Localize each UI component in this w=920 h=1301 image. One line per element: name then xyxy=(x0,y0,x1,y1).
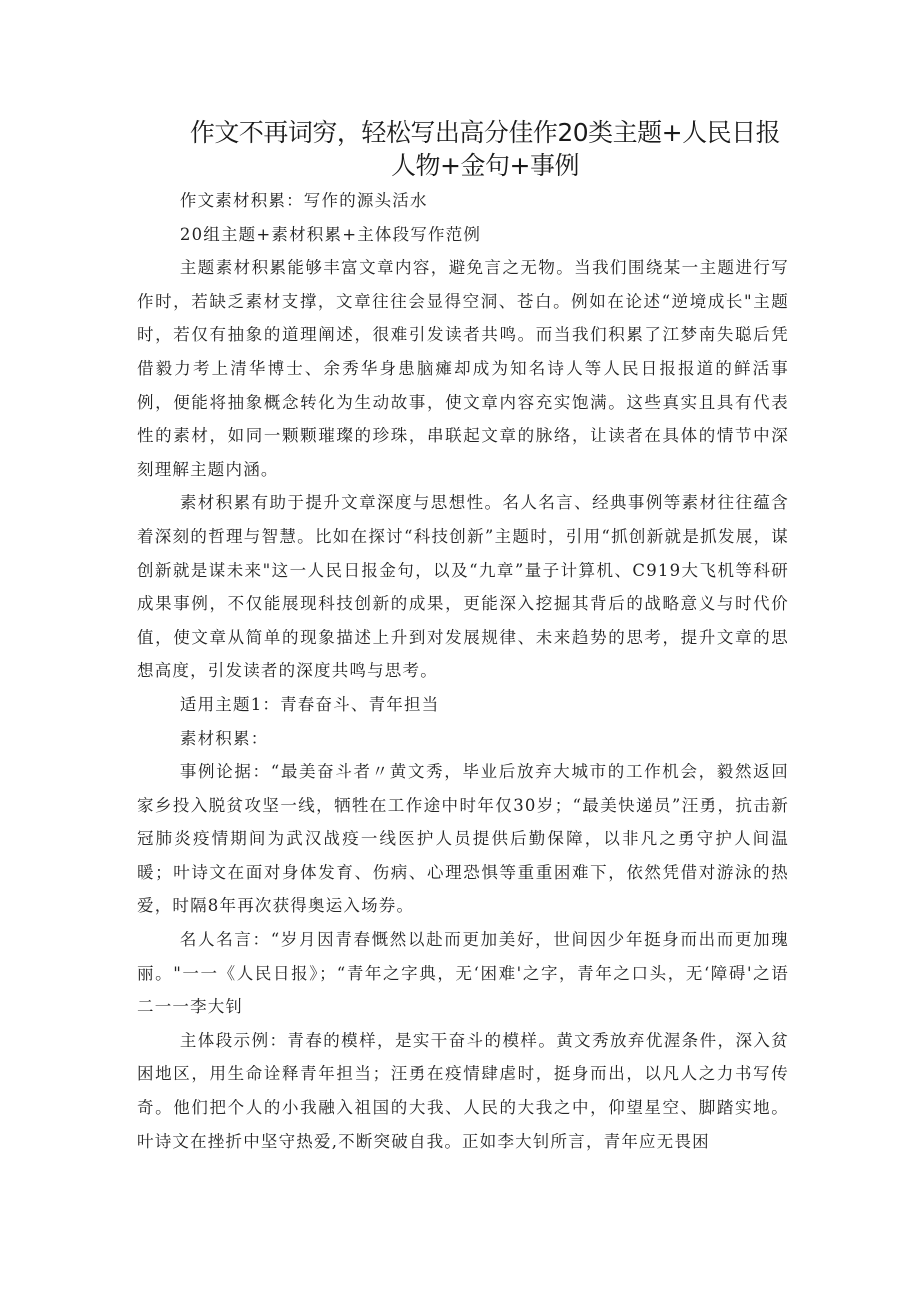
title-line-1: 作文不再词穷，轻松写出高分佳作20类主题+人民日报 xyxy=(189,118,781,147)
document-body xyxy=(137,184,789,1158)
section-subheading: 20组主题+素材积累+主体段写作范例 xyxy=(179,224,482,244)
material-label: 素材积累： xyxy=(179,728,269,748)
example-paragraph: 事例论据：“最美奋斗者〃黄文秀，毕业后放弃大城市的工作机会，毅然返回家乡投入脱贫攻坚一线，牺牲在工作途中时年仅30岁；“最美快递员”汪勇，抗击新冠肺炎疫情期间为武汉战疫一线医护人员提供后勤保障，以非凡之勇守护人间温暖；叶诗文在面对身体发育、伤病、心理恐惧等重重困难下，依然凭借对游泳的热爱，时隔8年再次获得奥运入场券。 xyxy=(137,762,789,916)
title-line-2: 人物+金句+事例 xyxy=(391,151,579,180)
body-paragraph: 主题素材积累能够丰富文章内容，避免言之无物。当我们围绕某一主题进行写作时，若缺乏素材支撑，文章往往会显得空洞、苍白。例如在论述“逆境成长"主题时，若仅有抽象的道理阐述，很难引发读者共鸣。而当我们积累了江梦南失聪后凭借毅力考上清华博士、余秀华身患脑瘫却成为知名诗人等人民日报报道的鲜活事例，便能将抽象概念转化为生动故事，使文章内容充实饱满。这些真实且具有代表性的素材，如同一颗颗璀璨的珍珠，串联起文章的脉络，让读者在具体的情节中深刻理解主题内涵。 xyxy=(137,258,789,479)
body-paragraph: 素材积累有助于提升文章深度与思想性。名人名言、经典事例等素材往往蕴含着深刻的哲理与智慧。比如在探讨“科技创新”主题时，引用“抓创新就是抓发展，谋创新就是谋未来"这一人民日报金句，以及“九章”量子计算机、C919大飞机等科研成果事例，不仅能展现科技创新的成果，更能深入挖掘其背后的战略意义与时代价值，使文章从简单的现象描述上升到对发展规律、未来趋势的思考，提升文章的思想高度，引发读者的深度共鸣与思考。 xyxy=(137,493,789,681)
section-heading: 作文素材积累：写作的源头活水 xyxy=(179,191,428,210)
quote-paragraph: 名人名言：“岁月因青春慨然以赴而更加美好，世间因少年挺身而出而更加瑰丽。"一一《人民日报》；“青年之字典，无‘困难'之字，青年之口头，无‘障碍'之语二一一李大钊 xyxy=(137,930,789,1017)
document-title xyxy=(140,116,830,182)
theme-heading: 适用主题1：青春奋斗、青年担当 xyxy=(179,694,440,714)
sample-paragraph: 主体段示例：青春的模样，是实干奋斗的模样。黄文秀放弃优渥条件，深入贫困地区，用生命诠释青年担当；汪勇在疫情肆虐时，挺身而出，以凡人之力书写传奇。他们把个人的小我融入祖国的大我、人民的大我之中，仰望星空、脚踏实地。叶诗文在挫折中坚守热爱,不断突破自我。正如李大钊所言，青年应无畏困 xyxy=(137,1030,789,1151)
